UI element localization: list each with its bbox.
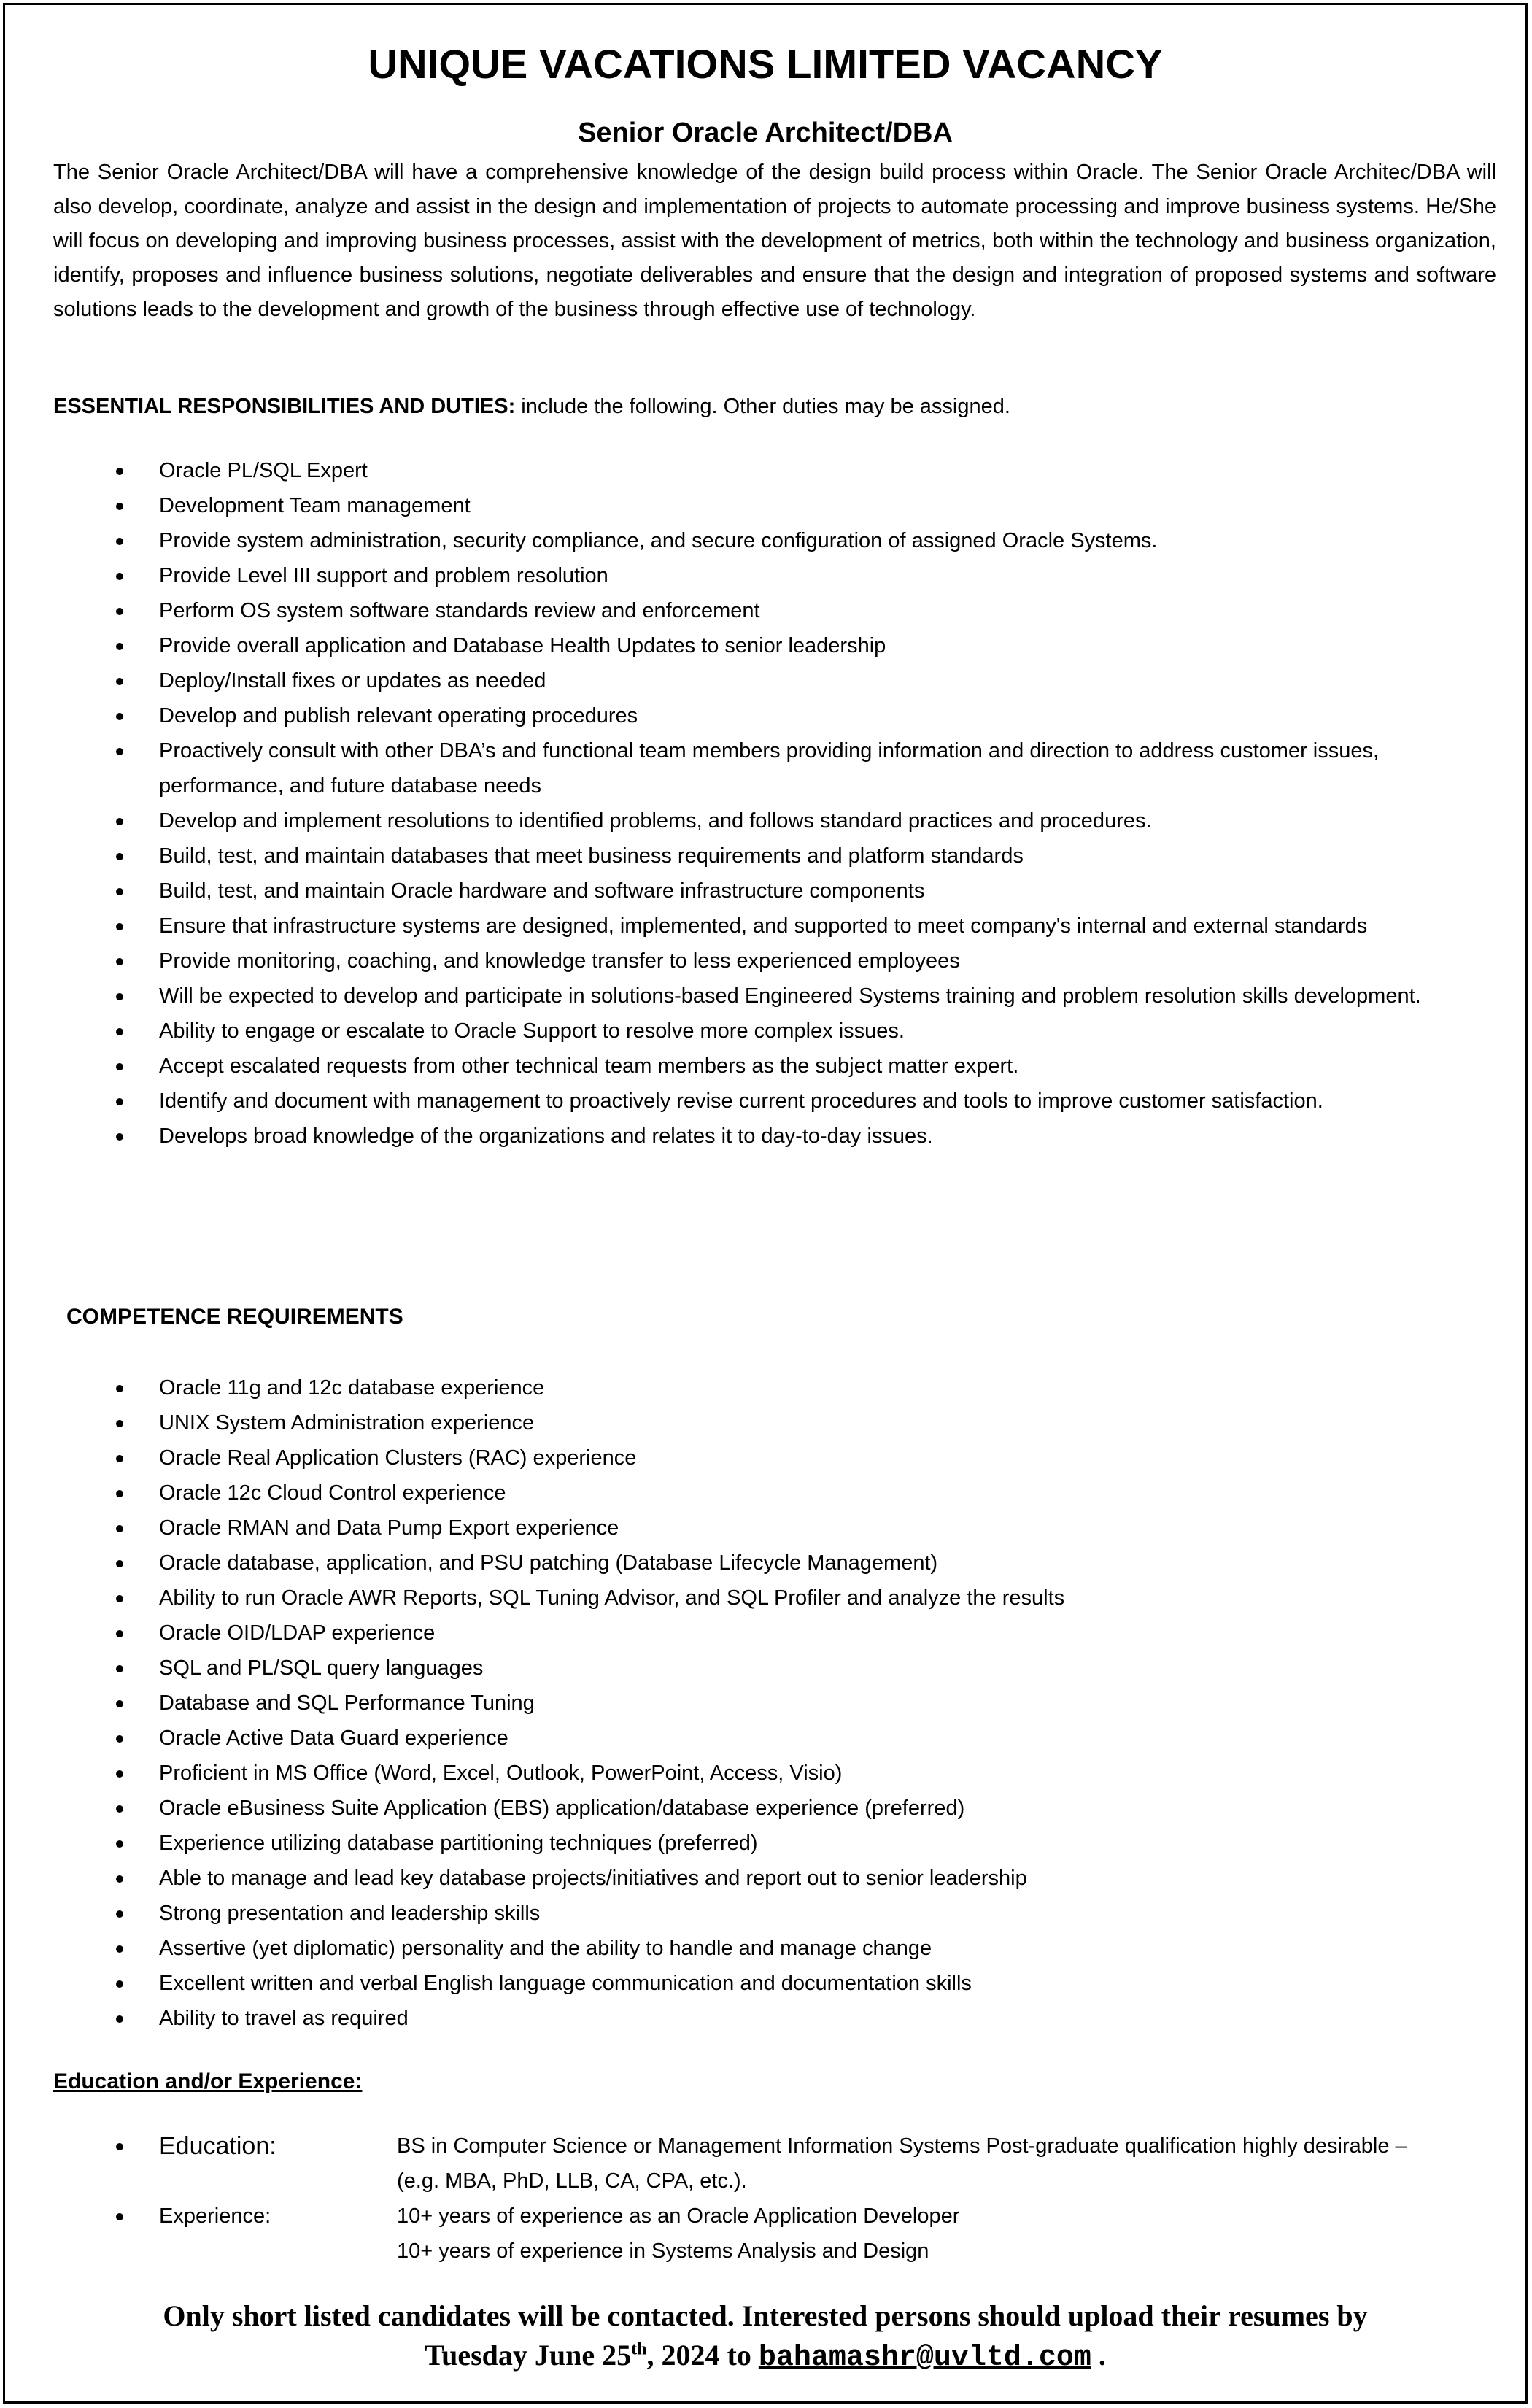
footer-note <box>5 2296 1525 2378</box>
intro-paragraph: The Senior Oracle Architect/DBA will have a comprehensive knowledge of the design build process within Oracle. The Senior Oracle Architec/DBA will also develop, coordinate, analyze and assist in the design and implementation of projects to automate processing and improve business systems. He/She will focus on developing and improving business processes, assist with the development of metrics, both within the technology and business organization, identify, proposes and influence business solutions, negotiate deliverables and ensure that the design and integration of proposed systems and software solutions leads to the development and growth of the business through effective use of technology. <box>53 161 1496 321</box>
responsibilities-heading <box>53 390 1496 424</box>
competence-item: Ability to run Oracle AWR Reports, SQL Tuning Advisor, and SQL Profiler and analyze the results <box>5 1581 1508 1616</box>
competence-item: Oracle RMAN and Data Pump Export experience <box>5 1510 1508 1545</box>
deadline-year: , 2024 to <box>646 2339 759 2372</box>
responsibilities-note: include the following. Other duties may be assigned. <box>515 395 1010 418</box>
page-title: UNIQUE VACATIONS LIMITED VACANCY <box>368 41 1163 87</box>
competence-item: Oracle 11g and 12c database experience <box>5 1370 1508 1405</box>
responsibility-item: Provide Level III support and problem resolution <box>5 558 1508 593</box>
competence-item: Oracle eBusiness Suite Application (EBS) application/database experience (preferred) <box>5 1791 1508 1826</box>
responsibility-item: Build, test, and maintain databases that meet business requirements and platform standards <box>5 838 1508 873</box>
competence-item: Experience utilizing database partitioning techniques (preferred) <box>5 1826 1508 1861</box>
experience-label: Experience: <box>159 2204 271 2228</box>
date-ordinal: th <box>631 2339 647 2359</box>
experience-row <box>5 2199 1508 2269</box>
competence-item: Strong presentation and leadership skills <box>5 1896 1508 1931</box>
responsibility-item: Develops broad knowledge of the organizations and relates it to day-to-day issues. <box>5 1119 1508 1154</box>
bullet-icon <box>116 2213 123 2220</box>
responsibility-item: Oracle PL/SQL Expert <box>5 453 1508 488</box>
responsibility-item: Development Team management <box>5 488 1508 523</box>
competence-item: Assertive (yet diplomatic) personality and the ability to handle and manage change <box>5 1931 1508 1966</box>
responsibility-item: Will be expected to develop and participate in solutions-based Engineered Systems training and problem resolution skills development. <box>5 979 1508 1014</box>
competence-item: Oracle Active Data Guard experience <box>5 1721 1508 1756</box>
responsibility-item: Provide monitoring, coaching, and knowledge transfer to less experienced employees <box>5 943 1508 979</box>
education-heading: Education and/or Experience: <box>53 2069 363 2094</box>
competence-item: Oracle 12c Cloud Control experience <box>5 1475 1508 1510</box>
responsibility-item: Deploy/Install fixes or updates as needed <box>5 663 1508 698</box>
competence-item: Oracle database, application, and PSU patching (Database Lifecycle Management) <box>5 1545 1508 1581</box>
responsibility-item: Develop and publish relevant operating procedures <box>5 698 1508 733</box>
competence-item: Proficient in MS Office (Word, Excel, Outlook, PowerPoint, Access, Visio) <box>5 1756 1508 1791</box>
responsibility-item: Ability to engage or escalate to Oracle Support to resolve more complex issues. <box>5 1014 1508 1049</box>
competence-item: Ability to travel as required <box>5 2001 1508 2036</box>
education-row <box>5 2129 1508 2199</box>
responsibilities-heading-label: ESSENTIAL RESPONSIBILITIES AND DUTIES: <box>53 395 516 418</box>
vacancy-notice <box>3 3 1528 2404</box>
responsibility-item: Accept escalated requests from other technical team members as the subject matter expert. <box>5 1049 1508 1084</box>
responsibility-item: Provide system administration, security compliance, and secure configuration of assigned Oracle Systems. <box>5 523 1508 558</box>
responsibility-item: Ensure that infrastructure systems are designed, implemented, and supported to meet company's internal and external standards <box>5 908 1508 943</box>
responsibility-item: Proactively consult with other DBA’s and functional team members providing information and direction to address customer issues, performance, and future database needs <box>5 733 1508 803</box>
competence-heading: COMPETENCE REQUIREMENTS <box>66 1305 403 1329</box>
footer-line-1: Only short listed candidates will be contacted. Interested persons should upload their resumes by <box>163 2299 1368 2332</box>
competence-item: Oracle Real Application Clusters (RAC) experience <box>5 1440 1508 1475</box>
competence-item: SQL and PL/SQL query languages <box>5 1651 1508 1686</box>
competence-item: Excellent written and verbal English language communication and documentation skills <box>5 1966 1508 2001</box>
competence-item: Able to manage and lead key database projects/initiatives and report out to senior leadership <box>5 1861 1508 1896</box>
position-title: Senior Oracle Architect/DBA <box>578 117 953 148</box>
responsibility-item: Build, test, and maintain Oracle hardware and software infrastructure components <box>5 873 1508 908</box>
education-value: BS in Computer Science or Management Information Systems Post-graduate qualification highly desirable – (e.g. MBA, PhD, LLB, CA, CPA, etc.). <box>397 2134 1407 2193</box>
experience-value-2: 10+ years of experience in Systems Analysis and Design <box>397 2239 929 2263</box>
email-link[interactable]: bahamashr@uvltd.com <box>758 2342 1091 2374</box>
footer-end: . <box>1091 2339 1106 2372</box>
responsibility-item: Identify and document with management to proactively revise current procedures and tools to improve customer satisfaction. <box>5 1084 1508 1119</box>
responsibility-item: Provide overall application and Database Health Updates to senior leadership <box>5 628 1508 663</box>
responsibilities-list <box>5 453 1508 1154</box>
education-label: Education: <box>159 2132 276 2160</box>
education-list <box>5 2129 1508 2269</box>
competence-list <box>5 1370 1508 2036</box>
competence-item: Database and SQL Performance Tuning <box>5 1686 1508 1721</box>
bullet-icon <box>116 2143 123 2150</box>
experience-value-1: 10+ years of experience as an Oracle Application Developer <box>397 2204 960 2228</box>
competence-item: UNIX System Administration experience <box>5 1405 1508 1440</box>
footer-line-2 <box>5 2336 1525 2378</box>
responsibility-item: Perform OS system software standards review and enforcement <box>5 593 1508 628</box>
competence-item: Oracle OID/LDAP experience <box>5 1616 1508 1651</box>
deadline-date: Tuesday June 25 <box>425 2339 632 2372</box>
responsibility-item: Develop and implement resolutions to identified problems, and follows standard practices and procedures. <box>5 803 1508 838</box>
